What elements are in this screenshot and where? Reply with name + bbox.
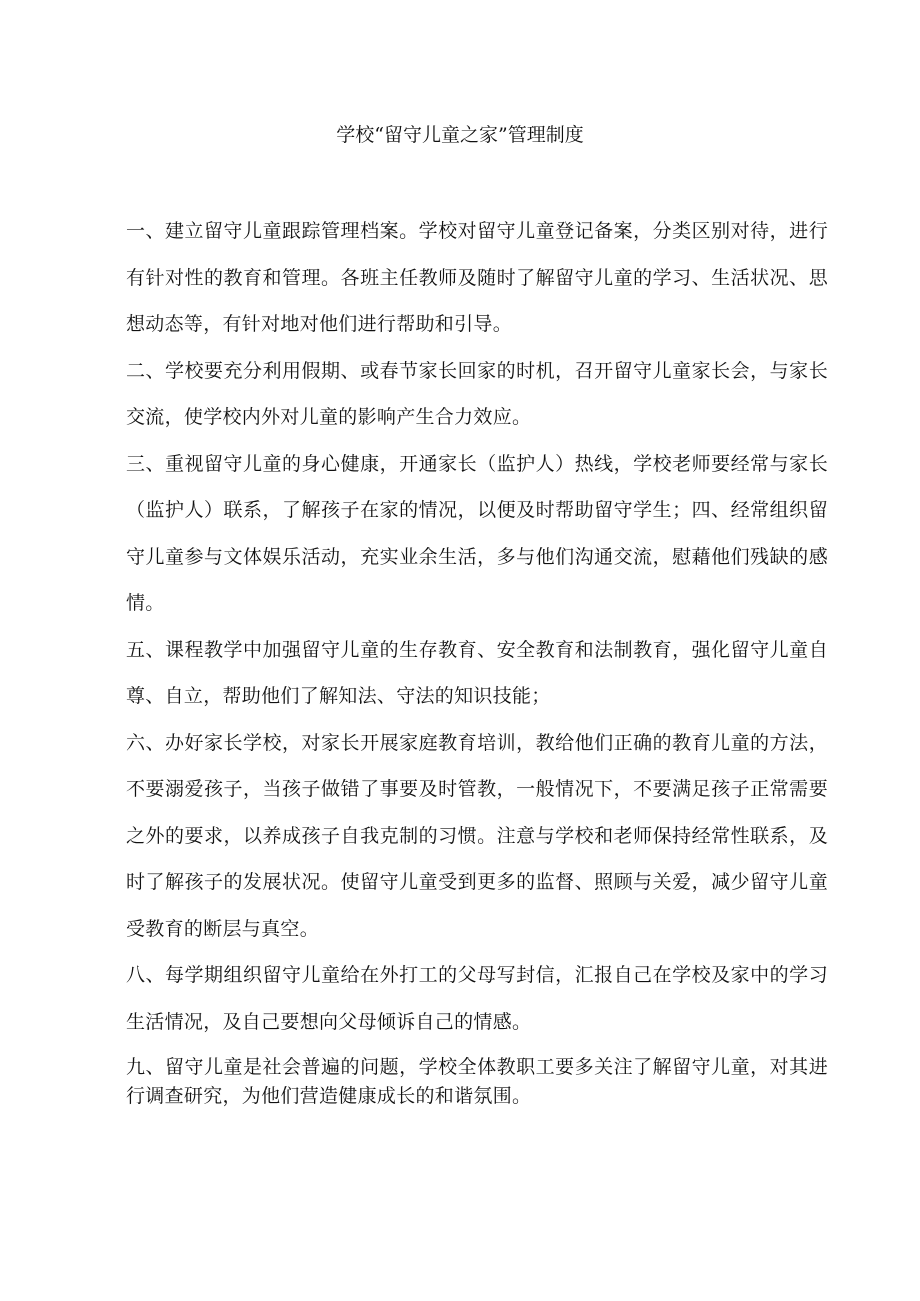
paragraph-6: 六、办好家长学校，对家长开展家庭教育培训，教给他们正确的教育儿童的方法，不要溺爱孩子，当孩子做错了事要及时管教，一般情况下，不要满足孩子正常需要之外的要求，以养成孩子自我克制的习惯。注意与学校和老师保持经常性联系，及时了解孩子的发展状况。使留守儿童受到更多的监督、照顾与关爱，减少留守儿童受教育的断层与真空。 — [126, 731, 828, 940]
paragraph-8: 八、每学期组织留守儿童给在外打工的父母写封信，汇报自己在学校及家中的学习生活情况，及自己要想向父母倾诉自己的情感。 — [126, 964, 828, 1033]
paragraph-5: 五、课程教学中加强留守儿童的生存教育、安全教育和法制教育，强化留守儿童自尊、自立，帮助他们了解知法、守法的知识技能； — [126, 638, 828, 707]
paragraph-1: 一、建立留守儿童跟踪管理档案。学校对留守儿童登记备案，分类区别对待，进行有针对性的教育和管理。各班主任教师及随时了解留守儿童的学习、生活状况、思想动态等，有针对地对他们进行帮助和引导。 — [126, 220, 828, 335]
document-body — [126, 208, 828, 1111]
paragraph-2: 二、学校要充分利用假期、或春节家长回家的时机，召开留守儿童家长会，与家长交流，使学校内外对儿童的影响产生合力效应。 — [126, 359, 828, 428]
paragraph-9: 九、留守儿童是社会普遍的问题，学校全体教职工要多关注了解留守儿童，对其进行调查研究，为他们营造健康成长的和谐氛围。 — [126, 1056, 828, 1107]
document-title: 学校“留守儿童之家”管理制度 — [336, 124, 584, 146]
paragraph-3: 三、重视留守儿童的身心健康，开通家长（监护人）热线，学校老师要经常与家长（监护人）联系，了解孩子在家的情况，以便及时帮助留守学生；四、经常组织留守儿童参与文体娱乐活动，充实业余生活，多与他们沟通交流，慰藉他们残缺的感情。 — [126, 452, 828, 614]
